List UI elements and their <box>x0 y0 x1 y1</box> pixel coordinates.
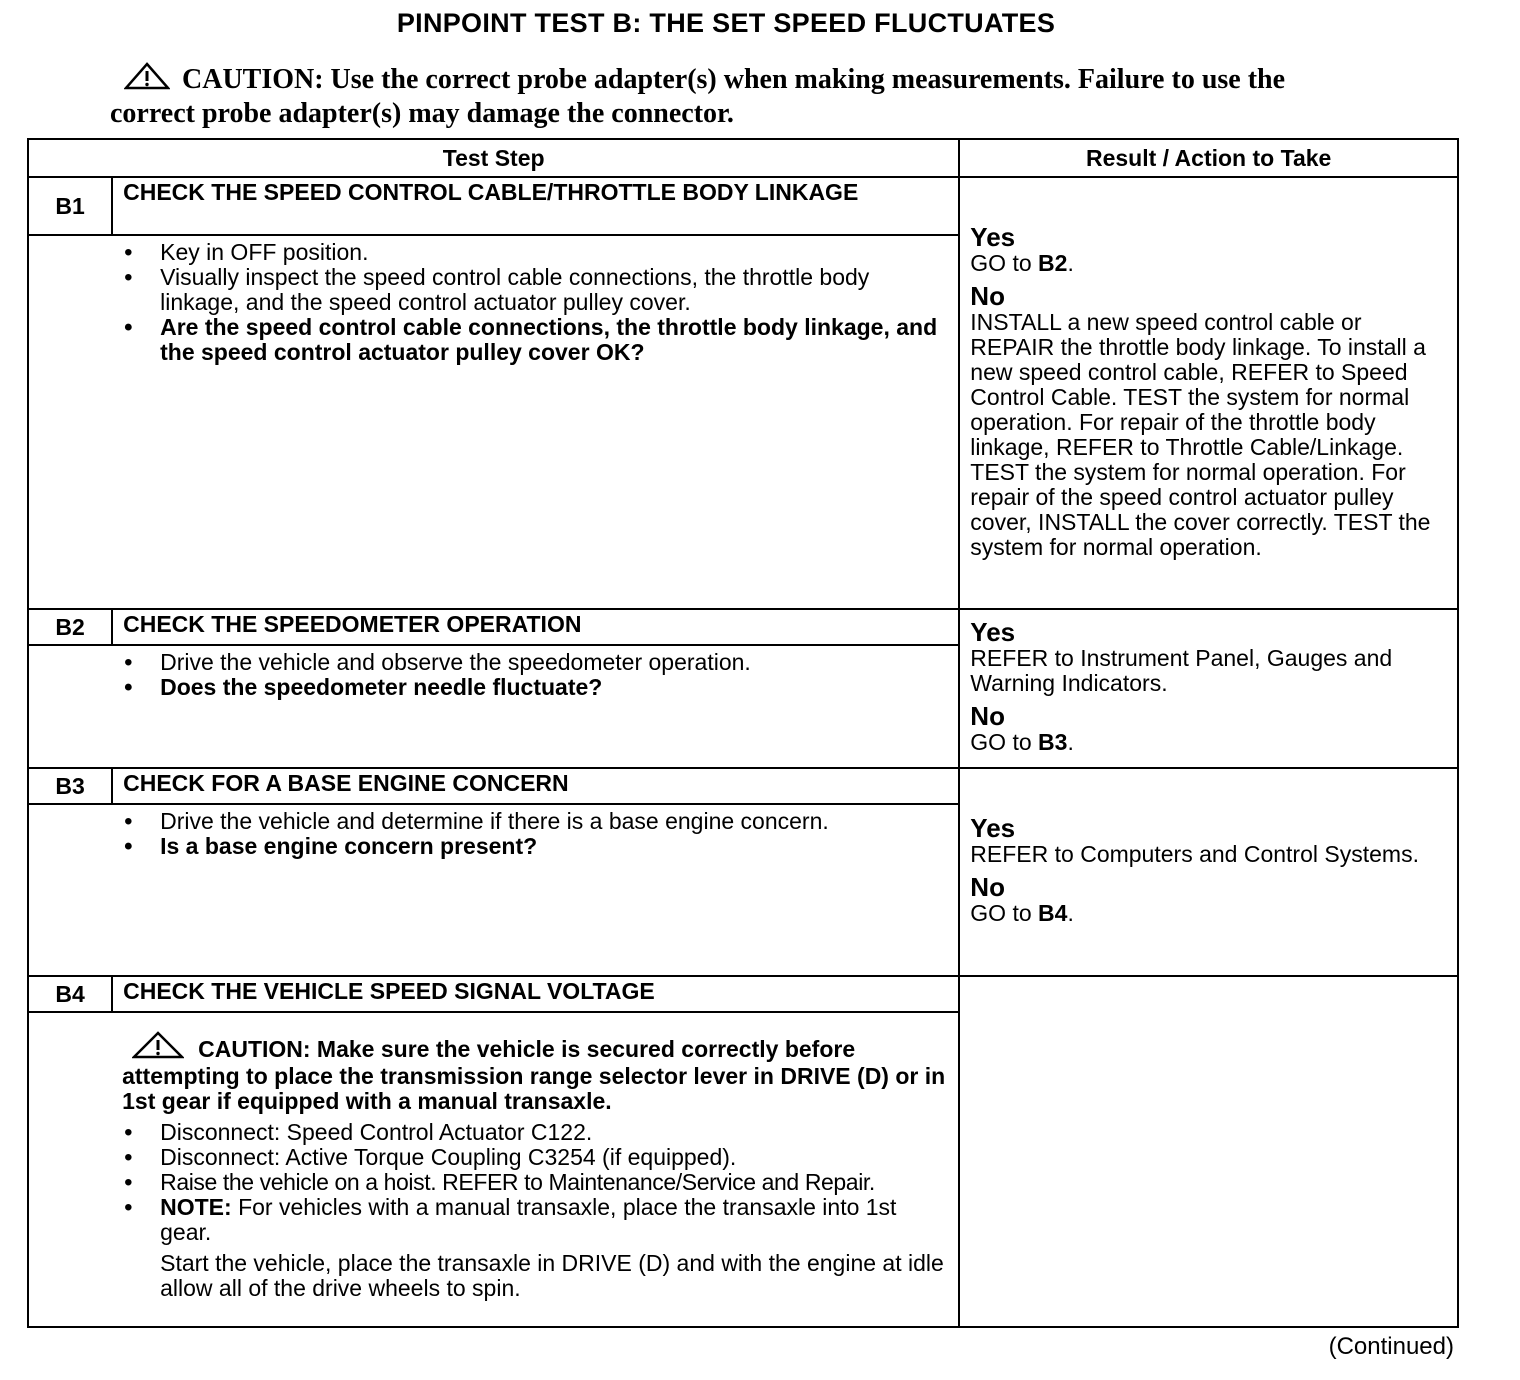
header-test-step: Test Step <box>28 139 959 177</box>
no-label: No <box>970 701 1005 731</box>
step-body <box>112 235 959 609</box>
step-id: B1 <box>28 177 112 235</box>
list-item: • Visually inspect the speed control cable connections, the throttle body linkage, and the speed control actuator pulley cover. <box>160 265 948 315</box>
no-label: No <box>970 280 1005 311</box>
step-body <box>112 645 959 768</box>
step-question: • Are the speed control cable connections, the throttle body linkage, and the speed control actuator pulley cover OK? <box>160 315 948 365</box>
warning-triangle-icon <box>132 1031 184 1064</box>
no-label: No <box>970 872 1005 902</box>
warning-triangle-icon <box>124 62 170 98</box>
step-instruction: Start the vehicle, place the transaxle in DRIVE (D) and with the engine at idle allow all of the drive wheels to spin. <box>160 1250 944 1301</box>
step-body <box>112 1012 959 1327</box>
step-result <box>959 177 1458 609</box>
step-result <box>959 768 1458 976</box>
list-item: • Key in OFF position. <box>160 240 948 265</box>
step-result <box>959 609 1458 768</box>
step-caution: CAUTION: Make sure the vehicle is secured correctly before attempting to place the transmission range selector lever in DRIVE (D) or in 1st gear if equipped with a manual transaxle. <box>122 1031 948 1114</box>
step-id: B2 <box>28 609 112 645</box>
list-item: • NOTE: For vehicles with a manual transaxle, place the transaxle into 1st gear. <box>160 1195 948 1245</box>
list-item: • Drive the vehicle and observe the speedometer operation. <box>160 650 948 675</box>
continued-label: (Continued) <box>1328 1333 1454 1360</box>
yes-label: Yes <box>970 617 1016 647</box>
step-heading: CHECK THE VEHICLE SPEED SIGNAL VOLTAGE <box>112 976 959 1012</box>
list-item: • Disconnect: Active Torque Coupling C3254 (if equipped). <box>160 1145 948 1170</box>
step-body <box>112 804 959 976</box>
step-heading: CHECK FOR A BASE ENGINE CONCERN <box>112 768 959 804</box>
yes-action: REFER to Computers and Control Systems. <box>970 841 1419 867</box>
yes-label: Yes <box>970 221 1016 252</box>
step-result <box>959 976 1458 1327</box>
yes-label: Yes <box>970 813 1016 843</box>
caution-text: CAUTION: Use the correct probe adapter(s) when making measurements. Failure to use the correct probe adapter(s) may damage the connector. <box>110 64 1286 129</box>
yes-action: REFER to Instrument Panel, Gauges and Warning Indicators. <box>970 645 1393 696</box>
step-id: B4 <box>28 976 112 1012</box>
step-heading: CHECK THE SPEED CONTROL CABLE/THROTTLE BODY LINKAGE <box>112 177 959 235</box>
yes-action: GO to B2. <box>970 249 1074 276</box>
no-action: INSTALL a new speed control cable or REPAIR the throttle body linkage. To install a new speed control cable, REFER to Speed Control Cable. TEST the system for normal operation. For repair of the throttle body linkage, REFER to Throttle Cable/Linkage. TEST the system for normal operation. For repair of the speed control actuator pulley cover, INSTALL the cover correctly. TEST the system for normal operation. <box>970 308 1431 560</box>
page-title: PINPOINT TEST B: THE SET SPEED FLUCTUATES <box>396 8 1056 38</box>
pinpoint-test-table <box>27 138 1459 1328</box>
caution-notice <box>110 62 1370 130</box>
header-result: Result / Action to Take <box>959 139 1458 177</box>
list-item: • Drive the vehicle and determine if there is a base engine concern. <box>160 809 948 834</box>
step-question: • Does the speedometer needle fluctuate? <box>160 675 948 700</box>
list-item: • Raise the vehicle on a hoist. REFER to Maintenance/Service and Repair. <box>160 1170 948 1195</box>
list-item: • Disconnect: Speed Control Actuator C122. <box>160 1120 948 1145</box>
step-id: B3 <box>28 768 112 804</box>
step-question: • Is a base engine concern present? <box>160 834 948 859</box>
no-action: GO to B4. <box>970 900 1074 926</box>
no-action: GO to B3. <box>970 729 1074 755</box>
step-heading: CHECK THE SPEEDOMETER OPERATION <box>112 609 959 645</box>
